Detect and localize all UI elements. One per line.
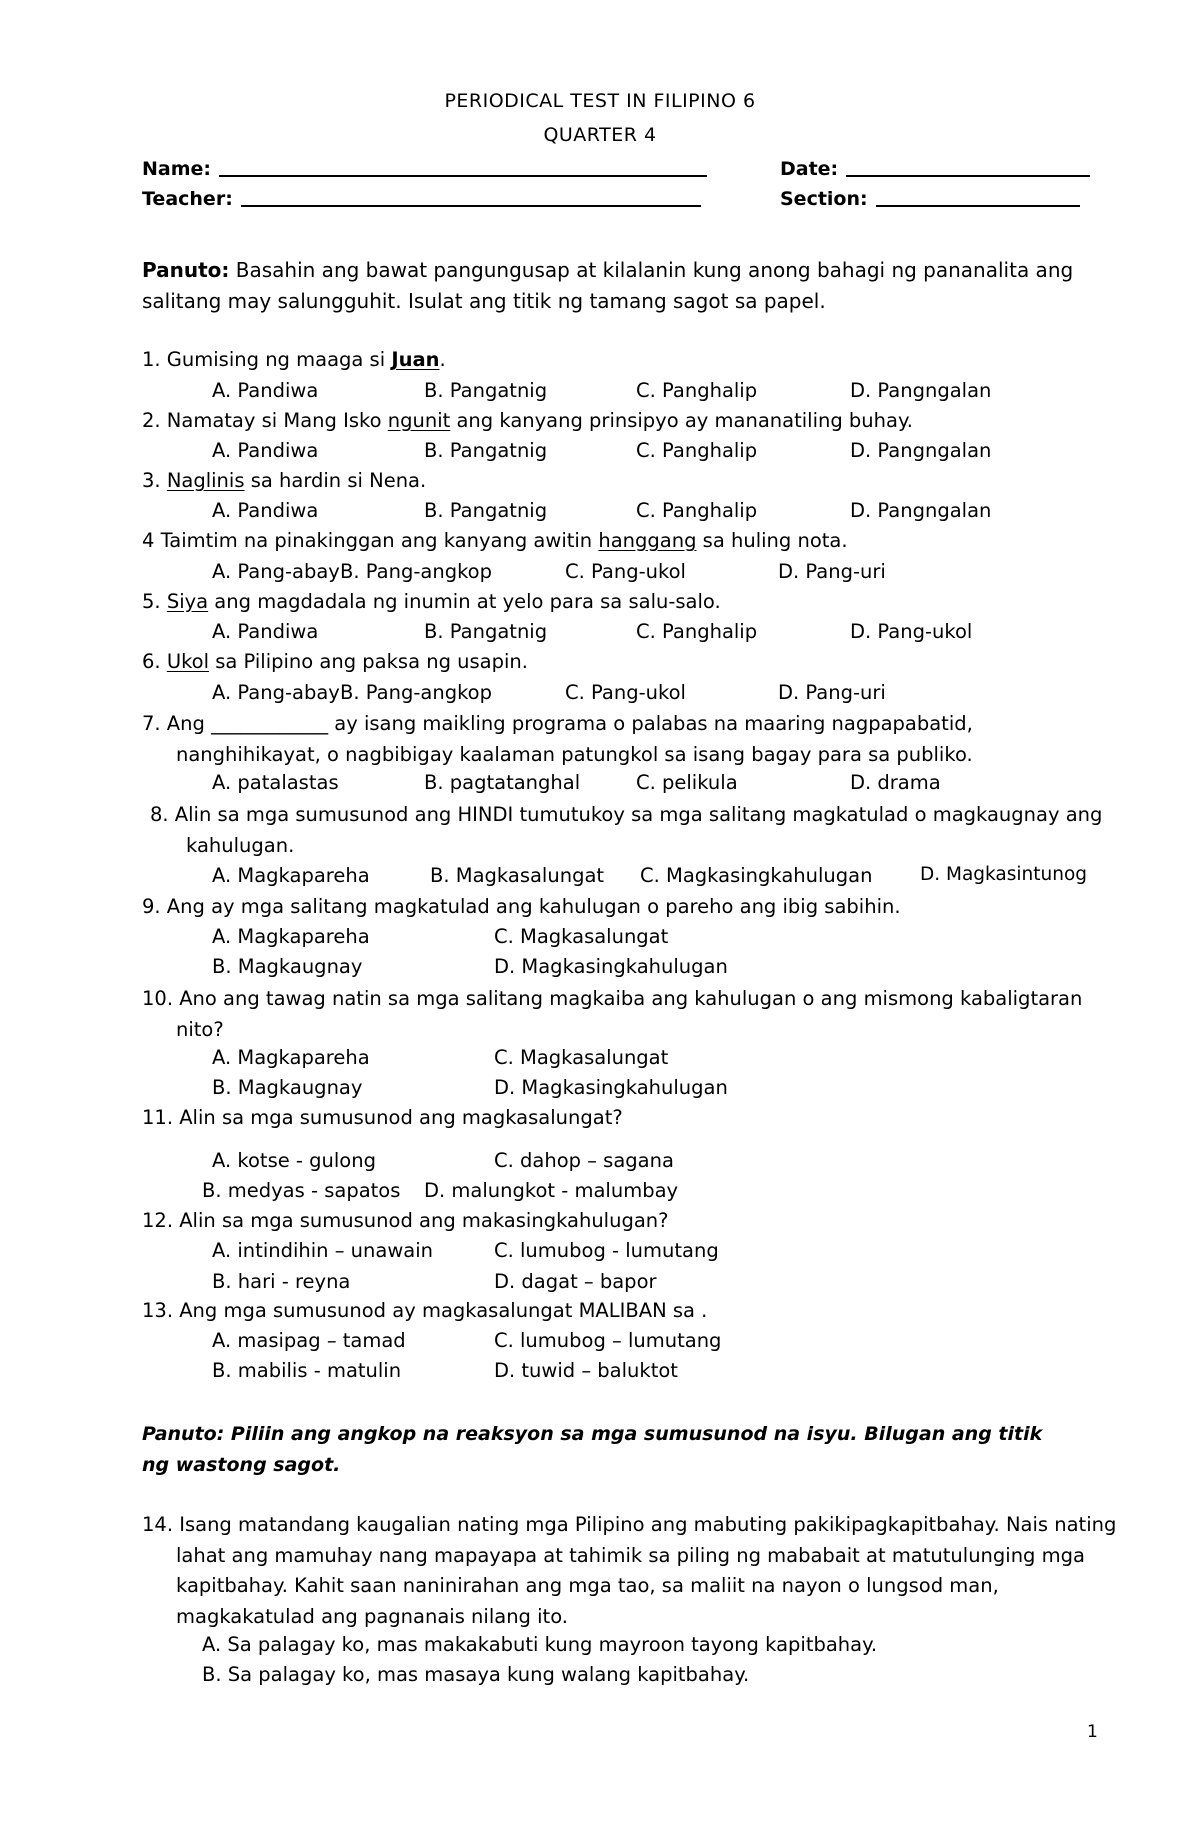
name-label: Name: — [142, 158, 212, 180]
q4-option-c[interactable]: C. Pang-ukol — [565, 560, 686, 583]
q3-option-d[interactable]: D. Pangngalan — [850, 499, 992, 522]
question-6-text: 6. — [142, 650, 167, 673]
question-11: 11. Alin sa mga sumusunod ang magkasalungat? — [142, 1106, 623, 1129]
q8-option-c[interactable]: C. Magkasingkahulugan — [640, 864, 873, 887]
q8-option-d[interactable]: D. Magkasintunog — [920, 864, 1088, 885]
q5-option-d[interactable]: D. Pang-ukol — [850, 620, 973, 643]
q3-option-a[interactable]: A. Pandiwa — [212, 499, 319, 522]
q13-option-b[interactable]: B. mabilis - matulin — [212, 1359, 402, 1382]
instructions-1-label: Panuto: — [142, 258, 230, 282]
section-blank-line[interactable] — [876, 204, 1080, 207]
q6-option-a[interactable]: A. Pang-abay — [212, 681, 340, 704]
question-13: 13. Ang mga sumusunod ay magkasalungat MALIBAN sa . — [142, 1299, 708, 1322]
q14-option-b[interactable]: B. Sa palagay ko, mas masaya kung walang kapitbahay. — [202, 1663, 750, 1686]
question-10: 10. Ano ang tawag natin sa mga salitang magkaiba ang kahulugan o ang mismong kabaligtaran nito? — [142, 987, 1083, 1041]
q12-option-d[interactable]: D. dagat – bapor — [494, 1270, 657, 1293]
q12-option-c[interactable]: C. lumubog - lumutang — [494, 1239, 719, 1262]
name-blank-line[interactable] — [219, 174, 707, 177]
q8-option-a[interactable]: A. Magkapareha — [212, 864, 370, 887]
q1-option-a[interactable]: A. Pandiwa — [212, 379, 319, 402]
q12-option-a[interactable]: A. intindihin – unawain — [212, 1239, 434, 1262]
question-3-end: sa hardin si Nena. — [244, 469, 427, 492]
question-14: 14. Isang matandang kaugalian nating mga Pilipino ang mabuting pakikipagkapitbahay. Nais nating lahat ang mamuhay nang mapayapa at tahimik sa piling ng mababait at matutulunging mga kapitbahay. Kahit saan naninirahan ang mga tao, sa maliit na nayon o lungsod man, magkakatulad ang pagnanais nilang ito. — [142, 1513, 1117, 1628]
question-5-underlined: Siya — [166, 590, 209, 613]
q7-option-c[interactable]: C. pelikula — [636, 771, 738, 794]
q2-option-c[interactable]: C. Panghalip — [636, 439, 758, 462]
q10-option-c[interactable]: C. Magkasalungat — [494, 1046, 669, 1069]
q4-option-d[interactable]: D. Pang-uri — [778, 560, 886, 583]
q4-option-b[interactable]: B. Pang-angkop — [340, 560, 492, 583]
question-5-end: ang magdadala ng inumin at yelo para sa salu-salo. — [208, 590, 721, 613]
q10-option-d[interactable]: D. Magkasingkahulugan — [494, 1076, 728, 1099]
teacher-field[interactable] — [142, 188, 701, 210]
question-1 — [142, 348, 446, 371]
question-5 — [142, 590, 721, 613]
question-6-end: sa Pilipino ang paksa ng usapin. — [209, 650, 528, 673]
instructions-2: Panuto: Piliin ang angkop na reaksyon sa mga sumusunod na isyu. Bilugan ang titik ng wastong sagot. — [142, 1423, 1043, 1476]
question-1-text: 1. Gumising ng maaga si — [142, 348, 392, 371]
q13-option-d[interactable]: D. tuwid – baluktot — [494, 1359, 678, 1382]
question-6 — [142, 650, 528, 673]
q13-option-c[interactable]: C. lumubog – lumutang — [494, 1329, 722, 1352]
question-2-underlined: ngunit — [387, 409, 451, 432]
q4-option-a[interactable]: A. Pang-abay — [212, 560, 340, 583]
question-2 — [142, 409, 913, 432]
question-6-underlined: Ukol — [166, 650, 210, 673]
instructions-1-text: Basahin ang bawat pangungusap at kilalanin kung anong bahagi ng pananalita ang salitang may salungguhit. Isulat ang titik ng tamang sagot sa papel. — [142, 258, 1074, 313]
question-9: 9. Ang ay mga salitang magkatulad ang kahulugan o pareho ang ibig sabihin. — [142, 895, 901, 918]
q9-option-a[interactable]: A. Magkapareha — [212, 925, 370, 948]
question-7: 7. Ang ____________ ay isang maikling programa o palabas na maaring nagpapabatid, nanghihikayat, o nagbibigay kaalaman patungkol sa isang bagay para sa publiko. — [142, 712, 973, 766]
q2-option-a[interactable]: A. Pandiwa — [212, 439, 319, 462]
q6-option-c[interactable]: C. Pang-ukol — [565, 681, 686, 704]
question-1-underlined: Juan — [391, 348, 440, 371]
q1-option-c[interactable]: C. Panghalip — [636, 379, 758, 402]
question-4-underlined: hanggang — [598, 529, 697, 552]
q11-option-a[interactable]: A. kotse - gulong — [212, 1149, 376, 1172]
section-field[interactable] — [780, 188, 1080, 210]
q5-option-b[interactable]: B. Pangatnig — [424, 620, 548, 643]
q9-option-b[interactable]: B. Magkaugnay — [212, 955, 363, 978]
teacher-blank-line[interactable] — [241, 204, 701, 207]
question-3-underlined: Naglinis — [166, 469, 245, 492]
question-8: 8. Alin sa mga sumusunod ang HINDI tumutukoy sa mga salitang magkatulad o magkaugnay ang kahulugan. — [150, 803, 1103, 857]
question-4-end: sa huling nota. — [696, 529, 848, 552]
question-4-text: 4 Taimtim na pinakinggan ang kanyang awitin — [142, 529, 599, 552]
quarter-title: QUARTER 4 — [543, 124, 657, 146]
page-number: 1 — [1087, 1722, 1098, 1742]
q10-option-a[interactable]: A. Magkapareha — [212, 1046, 370, 1069]
q5-option-c[interactable]: C. Panghalip — [636, 620, 758, 643]
q1-option-b[interactable]: B. Pangatnig — [424, 379, 548, 402]
question-3-text: 3. — [142, 469, 167, 492]
q13-option-a[interactable]: A. masipag – tamad — [212, 1329, 406, 1352]
instructions-1 — [142, 255, 1102, 316]
q1-option-d[interactable]: D. Pangngalan — [850, 379, 992, 402]
q11-option-b[interactable]: B. medyas - sapatos — [202, 1179, 401, 1202]
question-1-end: . — [439, 348, 446, 371]
q8-option-b[interactable]: B. Magkasalungat — [430, 864, 605, 887]
q12-option-b[interactable]: B. hari - reyna — [212, 1270, 351, 1293]
question-3 — [142, 469, 426, 492]
q3-option-c[interactable]: C. Panghalip — [636, 499, 758, 522]
question-5-text: 5. — [142, 590, 167, 613]
q10-option-b[interactable]: B. Magkaugnay — [212, 1076, 363, 1099]
name-field[interactable] — [142, 158, 707, 180]
q9-option-c[interactable]: C. Magkasalungat — [494, 925, 669, 948]
section-label: Section: — [780, 188, 868, 210]
q6-option-d[interactable]: D. Pang-uri — [778, 681, 886, 704]
q3-option-b[interactable]: B. Pangatnig — [424, 499, 548, 522]
q7-option-d[interactable]: D. drama — [850, 771, 941, 794]
test-title: PERIODICAL TEST IN FILIPINO 6 — [444, 90, 756, 112]
q7-option-a[interactable]: A. patalastas — [212, 771, 339, 794]
q2-option-b[interactable]: B. Pangatnig — [424, 439, 548, 462]
question-4 — [142, 529, 848, 552]
teacher-label: Teacher: — [142, 188, 233, 210]
q6-option-b[interactable]: B. Pang-angkop — [340, 681, 492, 704]
date-label: Date: — [780, 158, 839, 180]
date-field[interactable] — [780, 158, 1090, 180]
q11-option-c[interactable]: C. dahop – sagana — [494, 1149, 674, 1172]
date-blank-line[interactable] — [846, 174, 1090, 177]
question-2-text: 2. Namatay si Mang Isko — [142, 409, 388, 432]
q11-option-d[interactable]: D. malungkot - malumbay — [424, 1179, 679, 1202]
q2-option-d[interactable]: D. Pangngalan — [850, 439, 992, 462]
q9-option-d[interactable]: D. Magkasingkahulugan — [494, 955, 728, 978]
question-12: 12. Alin sa mga sumusunod ang makasingkahulugan? — [142, 1209, 669, 1232]
q14-option-a[interactable]: A. Sa palagay ko, mas makakabuti kung mayroon tayong kapitbahay. — [202, 1633, 878, 1656]
q5-option-a[interactable]: A. Pandiwa — [212, 620, 319, 643]
question-2-end: ang kanyang prinsipyo ay mananatiling buhay. — [450, 409, 913, 432]
q7-option-b[interactable]: B. pagtatanghal — [424, 771, 581, 794]
